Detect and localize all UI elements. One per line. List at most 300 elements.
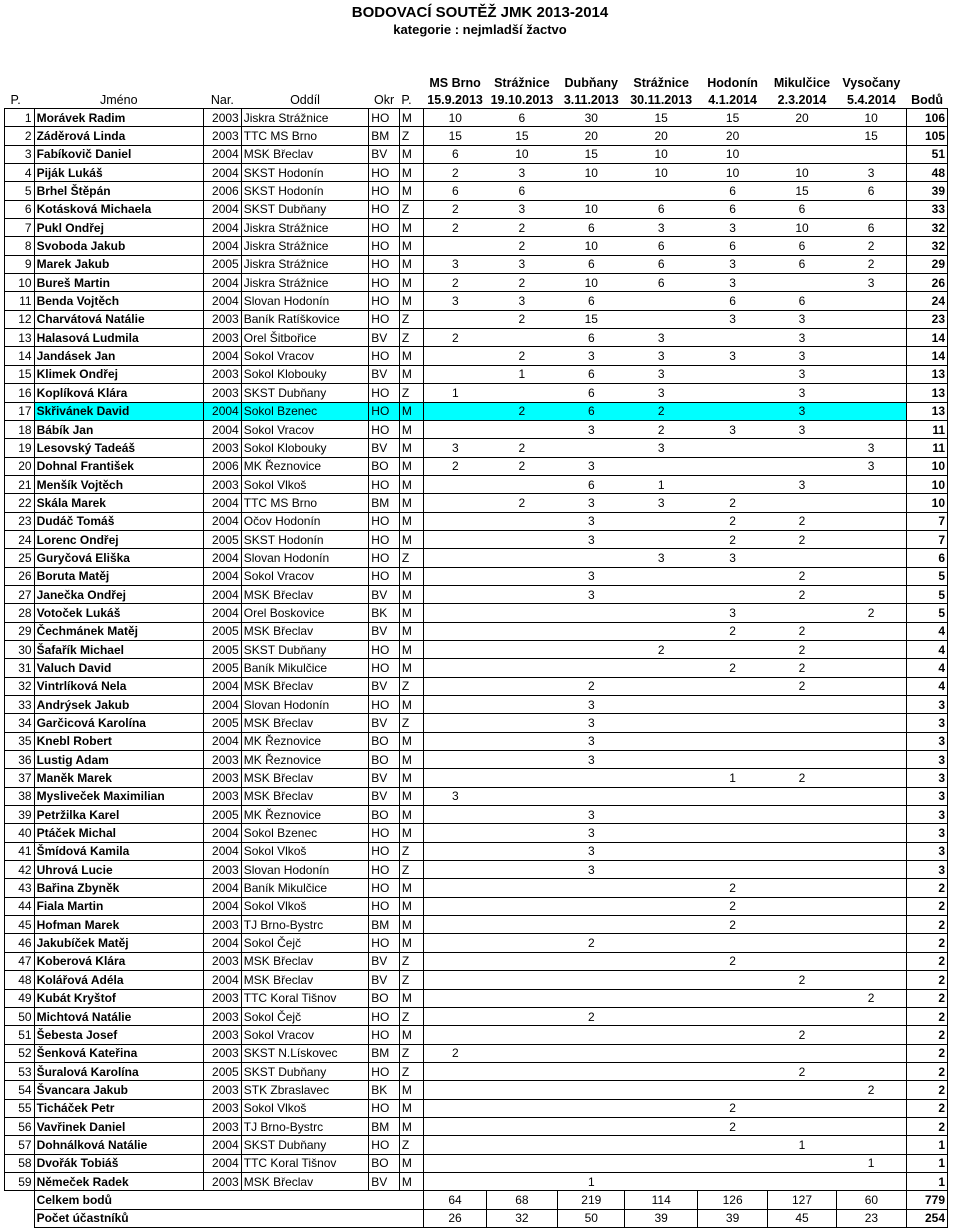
score-cell <box>697 677 767 695</box>
okr-cell: HO <box>369 109 400 127</box>
score-cell: 3 <box>697 420 767 438</box>
score-cell: 3 <box>768 475 836 493</box>
born-cell: 2003 <box>203 310 241 328</box>
score-cell: 10 <box>768 164 836 182</box>
score-cell: 15 <box>486 127 557 145</box>
table-row <box>5 457 948 475</box>
score-cell: 3 <box>558 696 625 714</box>
score-cell: 1 <box>486 365 557 383</box>
rank-cell: 44 <box>5 897 35 915</box>
score-cell: 1 <box>768 1136 836 1154</box>
score-cell <box>486 714 557 732</box>
total-cell: 10 <box>907 475 948 493</box>
score-cell <box>486 1099 557 1117</box>
rank-cell: 51 <box>5 1026 35 1044</box>
score-cell: 3 <box>424 439 486 457</box>
comp-date: 2.3.2014 <box>777 92 827 107</box>
club-cell: TTC MS Brno <box>241 127 369 145</box>
total-cell: 2 <box>907 1081 948 1099</box>
table-row <box>5 439 948 457</box>
club-cell: Sokol Bzenec <box>241 824 369 842</box>
score-cell <box>768 1007 836 1025</box>
score-cell <box>558 640 625 658</box>
score-cell <box>768 861 836 879</box>
rank-cell: 24 <box>5 530 35 548</box>
table-row <box>5 384 948 402</box>
rank-cell: 13 <box>5 329 35 347</box>
rank-cell: 22 <box>5 494 35 512</box>
total-cell: 5 <box>907 604 948 622</box>
score-cell: 2 <box>836 604 906 622</box>
sex-cell: M <box>399 512 424 530</box>
sex-cell: M <box>399 879 424 897</box>
score-cell <box>836 824 906 842</box>
score-cell: 3 <box>558 714 625 732</box>
born-cell: 2004 <box>203 696 241 714</box>
born-cell: 2003 <box>203 861 241 879</box>
score-cell <box>836 677 906 695</box>
born-cell: 2004 <box>203 824 241 842</box>
okr-cell: HO <box>369 842 400 860</box>
table-row <box>5 659 948 677</box>
score-cell: 6 <box>424 182 486 200</box>
okr-cell: BV <box>369 714 400 732</box>
score-cell <box>558 622 625 640</box>
born-cell: 2005 <box>203 255 241 273</box>
born-cell: 2003 <box>203 989 241 1007</box>
rank-cell: 37 <box>5 769 35 787</box>
score-cell <box>486 861 557 879</box>
okr-cell: BO <box>369 806 400 824</box>
table-row <box>5 769 948 787</box>
sex-cell: M <box>399 145 424 163</box>
sex-cell: M <box>399 1099 424 1117</box>
name-cell: Lustig Adam <box>34 751 203 769</box>
score-cell: 3 <box>625 219 697 237</box>
born-cell: 2004 <box>203 292 241 310</box>
score-cell <box>768 787 836 805</box>
table-row <box>5 237 948 255</box>
total-cell: 51 <box>907 145 948 163</box>
total-cell: 23 <box>907 310 948 328</box>
summary-value: 26 <box>424 1209 486 1227</box>
name-cell: Koberová Klára <box>34 952 203 970</box>
rank-cell: 38 <box>5 787 35 805</box>
score-cell <box>836 329 906 347</box>
rank-cell: 42 <box>5 861 35 879</box>
score-cell <box>424 989 486 1007</box>
score-cell: 2 <box>768 677 836 695</box>
table-row <box>5 952 948 970</box>
born-cell: 2004 <box>203 549 241 567</box>
total-cell: 2 <box>907 1062 948 1080</box>
score-cell <box>836 696 906 714</box>
score-cell <box>836 549 906 567</box>
score-cell <box>424 549 486 567</box>
sex-cell: M <box>399 1172 424 1190</box>
club-cell: MSK Břeclav <box>241 714 369 732</box>
score-cell: 2 <box>558 1007 625 1025</box>
score-cell <box>836 842 906 860</box>
sex-cell: Z <box>399 677 424 695</box>
score-cell <box>697 1007 767 1025</box>
name-cell: Lorenc Ondřej <box>34 530 203 548</box>
score-cell <box>558 897 625 915</box>
score-cell <box>486 604 557 622</box>
rank-cell: 25 <box>5 549 35 567</box>
sex-cell: M <box>399 1117 424 1135</box>
summary-value: 64 <box>424 1191 486 1209</box>
score-cell <box>558 1154 625 1172</box>
score-cell: 2 <box>486 219 557 237</box>
score-cell: 2 <box>486 494 557 512</box>
score-cell: 1 <box>424 384 486 402</box>
score-cell <box>486 1044 557 1062</box>
okr-cell: HO <box>369 237 400 255</box>
total-cell: 13 <box>907 402 948 420</box>
score-cell <box>768 1099 836 1117</box>
sex-cell: Z <box>399 549 424 567</box>
score-cell <box>768 806 836 824</box>
club-cell: MSK Břeclav <box>241 585 369 603</box>
score-cell: 2 <box>486 347 557 365</box>
score-cell <box>836 952 906 970</box>
score-cell <box>424 494 486 512</box>
club-cell: SKST Hodonín <box>241 530 369 548</box>
total-cell: 4 <box>907 640 948 658</box>
born-cell: 2004 <box>203 879 241 897</box>
club-cell: Slovan Hodonín <box>241 549 369 567</box>
page-title-block <box>0 4 960 38</box>
score-cell <box>697 842 767 860</box>
score-cell <box>625 512 697 530</box>
club-cell: Slovan Hodonín <box>241 292 369 310</box>
sex-cell: M <box>399 109 424 127</box>
score-cell: 15 <box>836 127 906 145</box>
score-cell <box>558 1117 625 1135</box>
score-cell <box>486 971 557 989</box>
score-cell <box>836 769 906 787</box>
rank-cell: 9 <box>5 255 35 273</box>
comp-date: 5.4.2014 <box>847 92 896 107</box>
score-cell <box>424 971 486 989</box>
total-cell: 2 <box>907 897 948 915</box>
table-row <box>5 751 948 769</box>
total-cell: 24 <box>907 292 948 310</box>
name-cell: Ticháček Petr <box>34 1099 203 1117</box>
total-cell: 6 <box>907 549 948 567</box>
club-cell: MSK Břeclav <box>241 787 369 805</box>
score-cell <box>697 787 767 805</box>
club-cell: Slovan Hodonín <box>241 861 369 879</box>
club-cell: MK Řeznovice <box>241 457 369 475</box>
score-cell <box>836 365 906 383</box>
okr-cell: BM <box>369 1117 400 1135</box>
name-cell: Vavřinek Daniel <box>34 1117 203 1135</box>
total-cell: 1 <box>907 1154 948 1172</box>
okr-cell: HO <box>369 824 400 842</box>
score-cell <box>424 237 486 255</box>
club-cell: Jiskra Strážnice <box>241 255 369 273</box>
table-row <box>5 916 948 934</box>
ranking-table <box>4 74 948 1228</box>
total-cell: 13 <box>907 365 948 383</box>
score-cell <box>625 457 697 475</box>
total-cell: 11 <box>907 439 948 457</box>
score-cell <box>836 732 906 750</box>
name-cell: Šmídová Kamila <box>34 842 203 860</box>
score-cell <box>486 1154 557 1172</box>
score-cell <box>558 1026 625 1044</box>
score-cell <box>625 1099 697 1117</box>
rank-cell: 12 <box>5 310 35 328</box>
rank-cell: 48 <box>5 971 35 989</box>
rank-cell: 19 <box>5 439 35 457</box>
summary-value: 39 <box>697 1209 767 1227</box>
score-cell: 2 <box>486 310 557 328</box>
table-row <box>5 255 948 273</box>
score-cell: 6 <box>625 200 697 218</box>
score-cell: 3 <box>768 329 836 347</box>
name-cell: Šebesta Josef <box>34 1026 203 1044</box>
table-row <box>5 842 948 860</box>
club-cell: SKST Dubňany <box>241 640 369 658</box>
rank-cell: 15 <box>5 365 35 383</box>
header-name: Jméno <box>100 92 138 107</box>
okr-cell: HO <box>369 1136 400 1154</box>
score-cell <box>697 824 767 842</box>
score-cell <box>625 677 697 695</box>
name-cell: Bábík Jan <box>34 420 203 438</box>
table-row <box>5 567 948 585</box>
score-cell <box>424 861 486 879</box>
total-cell: 3 <box>907 751 948 769</box>
score-cell: 6 <box>836 219 906 237</box>
score-cell <box>836 530 906 548</box>
score-cell: 6 <box>424 145 486 163</box>
comp-date: 19.10.2013 <box>490 92 554 107</box>
total-cell: 14 <box>907 347 948 365</box>
comp-date: 30.11.2013 <box>630 92 693 107</box>
total-cell: 5 <box>907 585 948 603</box>
rank-cell: 17 <box>5 402 35 420</box>
score-cell <box>486 1007 557 1025</box>
rank-cell: 50 <box>5 1007 35 1025</box>
score-cell <box>625 971 697 989</box>
score-cell <box>768 751 836 769</box>
score-cell <box>424 1117 486 1135</box>
score-cell: 6 <box>836 182 906 200</box>
score-cell <box>424 696 486 714</box>
score-cell: 10 <box>625 145 697 163</box>
summary-spacer <box>5 1209 35 1227</box>
born-cell: 2003 <box>203 1026 241 1044</box>
table-row <box>5 365 948 383</box>
rank-cell: 45 <box>5 916 35 934</box>
name-cell: Dvořák Tobiáš <box>34 1154 203 1172</box>
sex-cell: Z <box>399 200 424 218</box>
score-cell <box>625 806 697 824</box>
score-cell <box>424 512 486 530</box>
score-cell: 3 <box>625 549 697 567</box>
score-cell <box>558 1044 625 1062</box>
club-cell: TTC Koral Tišnov <box>241 1154 369 1172</box>
comp-date: 4.1.2014 <box>708 92 757 107</box>
name-cell: Pukl Ondřej <box>34 219 203 237</box>
score-cell: 3 <box>768 420 836 438</box>
okr-cell: BV <box>369 145 400 163</box>
score-cell: 3 <box>558 530 625 548</box>
name-cell: Guryčová Eliška <box>34 549 203 567</box>
score-cell <box>424 1172 486 1190</box>
okr-cell: HO <box>369 219 400 237</box>
score-cell: 10 <box>558 164 625 182</box>
name-cell: Charvátová Natálie <box>34 310 203 328</box>
score-cell: 3 <box>768 347 836 365</box>
club-cell: MSK Břeclav <box>241 1172 369 1190</box>
rank-cell: 40 <box>5 824 35 842</box>
score-cell <box>486 1117 557 1135</box>
rank-cell: 29 <box>5 622 35 640</box>
header-row-places <box>5 74 948 91</box>
score-cell <box>424 879 486 897</box>
score-cell <box>697 714 767 732</box>
score-cell: 6 <box>558 292 625 310</box>
okr-cell: BM <box>369 127 400 145</box>
score-cell: 2 <box>697 530 767 548</box>
score-cell <box>836 145 906 163</box>
score-cell: 6 <box>697 182 767 200</box>
name-cell: Vintrlíková Nela <box>34 677 203 695</box>
name-cell: Bařina Zbyněk <box>34 879 203 897</box>
score-cell: 3 <box>625 439 697 457</box>
club-cell: Jiskra Strážnice <box>241 274 369 292</box>
okr-cell: BV <box>369 622 400 640</box>
score-cell: 2 <box>558 934 625 952</box>
score-cell: 10 <box>558 274 625 292</box>
club-cell: Sokol Klobouky <box>241 439 369 457</box>
score-cell <box>558 659 625 677</box>
sex-cell: M <box>399 659 424 677</box>
score-cell: 3 <box>486 292 557 310</box>
born-cell: 2004 <box>203 200 241 218</box>
score-cell <box>836 200 906 218</box>
sex-cell: M <box>399 989 424 1007</box>
okr-cell: BV <box>369 952 400 970</box>
score-cell <box>558 549 625 567</box>
total-cell: 32 <box>907 219 948 237</box>
score-cell <box>486 567 557 585</box>
score-cell: 2 <box>424 274 486 292</box>
okr-cell: BO <box>369 457 400 475</box>
sex-cell: Z <box>399 1136 424 1154</box>
score-cell: 3 <box>558 806 625 824</box>
score-cell: 2 <box>768 622 836 640</box>
score-cell: 2 <box>697 916 767 934</box>
total-cell: 3 <box>907 769 948 787</box>
total-cell: 5 <box>907 567 948 585</box>
score-cell <box>486 751 557 769</box>
score-cell: 3 <box>558 751 625 769</box>
sex-cell: M <box>399 934 424 952</box>
score-cell: 3 <box>558 567 625 585</box>
score-cell: 20 <box>768 109 836 127</box>
name-cell: Benda Vojtěch <box>34 292 203 310</box>
score-cell <box>424 659 486 677</box>
score-cell <box>424 842 486 860</box>
total-cell: 3 <box>907 787 948 805</box>
total-cell: 2 <box>907 934 948 952</box>
score-cell: 3 <box>558 457 625 475</box>
score-cell <box>625 659 697 677</box>
total-cell: 3 <box>907 806 948 824</box>
name-cell: Šuralová Karolína <box>34 1062 203 1080</box>
score-cell <box>486 512 557 530</box>
okr-cell: BV <box>369 787 400 805</box>
score-cell <box>625 787 697 805</box>
table-row <box>5 549 948 567</box>
score-cell <box>486 1062 557 1080</box>
okr-cell: BV <box>369 769 400 787</box>
score-cell <box>836 1172 906 1190</box>
score-cell: 6 <box>558 384 625 402</box>
comp-place: Mikulčice <box>773 75 831 90</box>
score-cell <box>486 916 557 934</box>
okr-cell: BV <box>369 1172 400 1190</box>
table-row <box>5 677 948 695</box>
club-cell: Baník Mikulčice <box>241 659 369 677</box>
table-row <box>5 696 948 714</box>
score-cell <box>486 475 557 493</box>
score-cell <box>486 989 557 1007</box>
score-cell <box>424 769 486 787</box>
born-cell: 2004 <box>203 494 241 512</box>
okr-cell: HO <box>369 512 400 530</box>
born-cell: 2005 <box>203 714 241 732</box>
score-cell <box>625 604 697 622</box>
sex-cell: M <box>399 182 424 200</box>
comp-place: MS Brno <box>429 75 481 90</box>
rank-cell: 16 <box>5 384 35 402</box>
table-row <box>5 824 948 842</box>
club-cell: MSK Břeclav <box>241 952 369 970</box>
born-cell: 2004 <box>203 567 241 585</box>
total-cell: 3 <box>907 861 948 879</box>
okr-cell: BV <box>369 585 400 603</box>
born-cell: 2005 <box>203 622 241 640</box>
score-cell: 6 <box>768 237 836 255</box>
score-cell: 2 <box>697 1117 767 1135</box>
okr-cell: BV <box>369 971 400 989</box>
score-cell <box>486 732 557 750</box>
summary-value: 39 <box>625 1209 697 1227</box>
rank-cell: 41 <box>5 842 35 860</box>
score-cell: 2 <box>424 219 486 237</box>
score-cell <box>697 1062 767 1080</box>
score-cell <box>424 585 486 603</box>
name-cell: Skřivánek David <box>34 402 203 420</box>
score-cell <box>424 1007 486 1025</box>
score-cell <box>625 696 697 714</box>
name-cell: Záděrová Linda <box>34 127 203 145</box>
rank-cell: 59 <box>5 1172 35 1190</box>
score-cell <box>486 384 557 402</box>
total-cell: 2 <box>907 1117 948 1135</box>
sex-cell: M <box>399 897 424 915</box>
sex-cell: Z <box>399 329 424 347</box>
score-cell: 2 <box>697 494 767 512</box>
score-cell <box>697 365 767 383</box>
